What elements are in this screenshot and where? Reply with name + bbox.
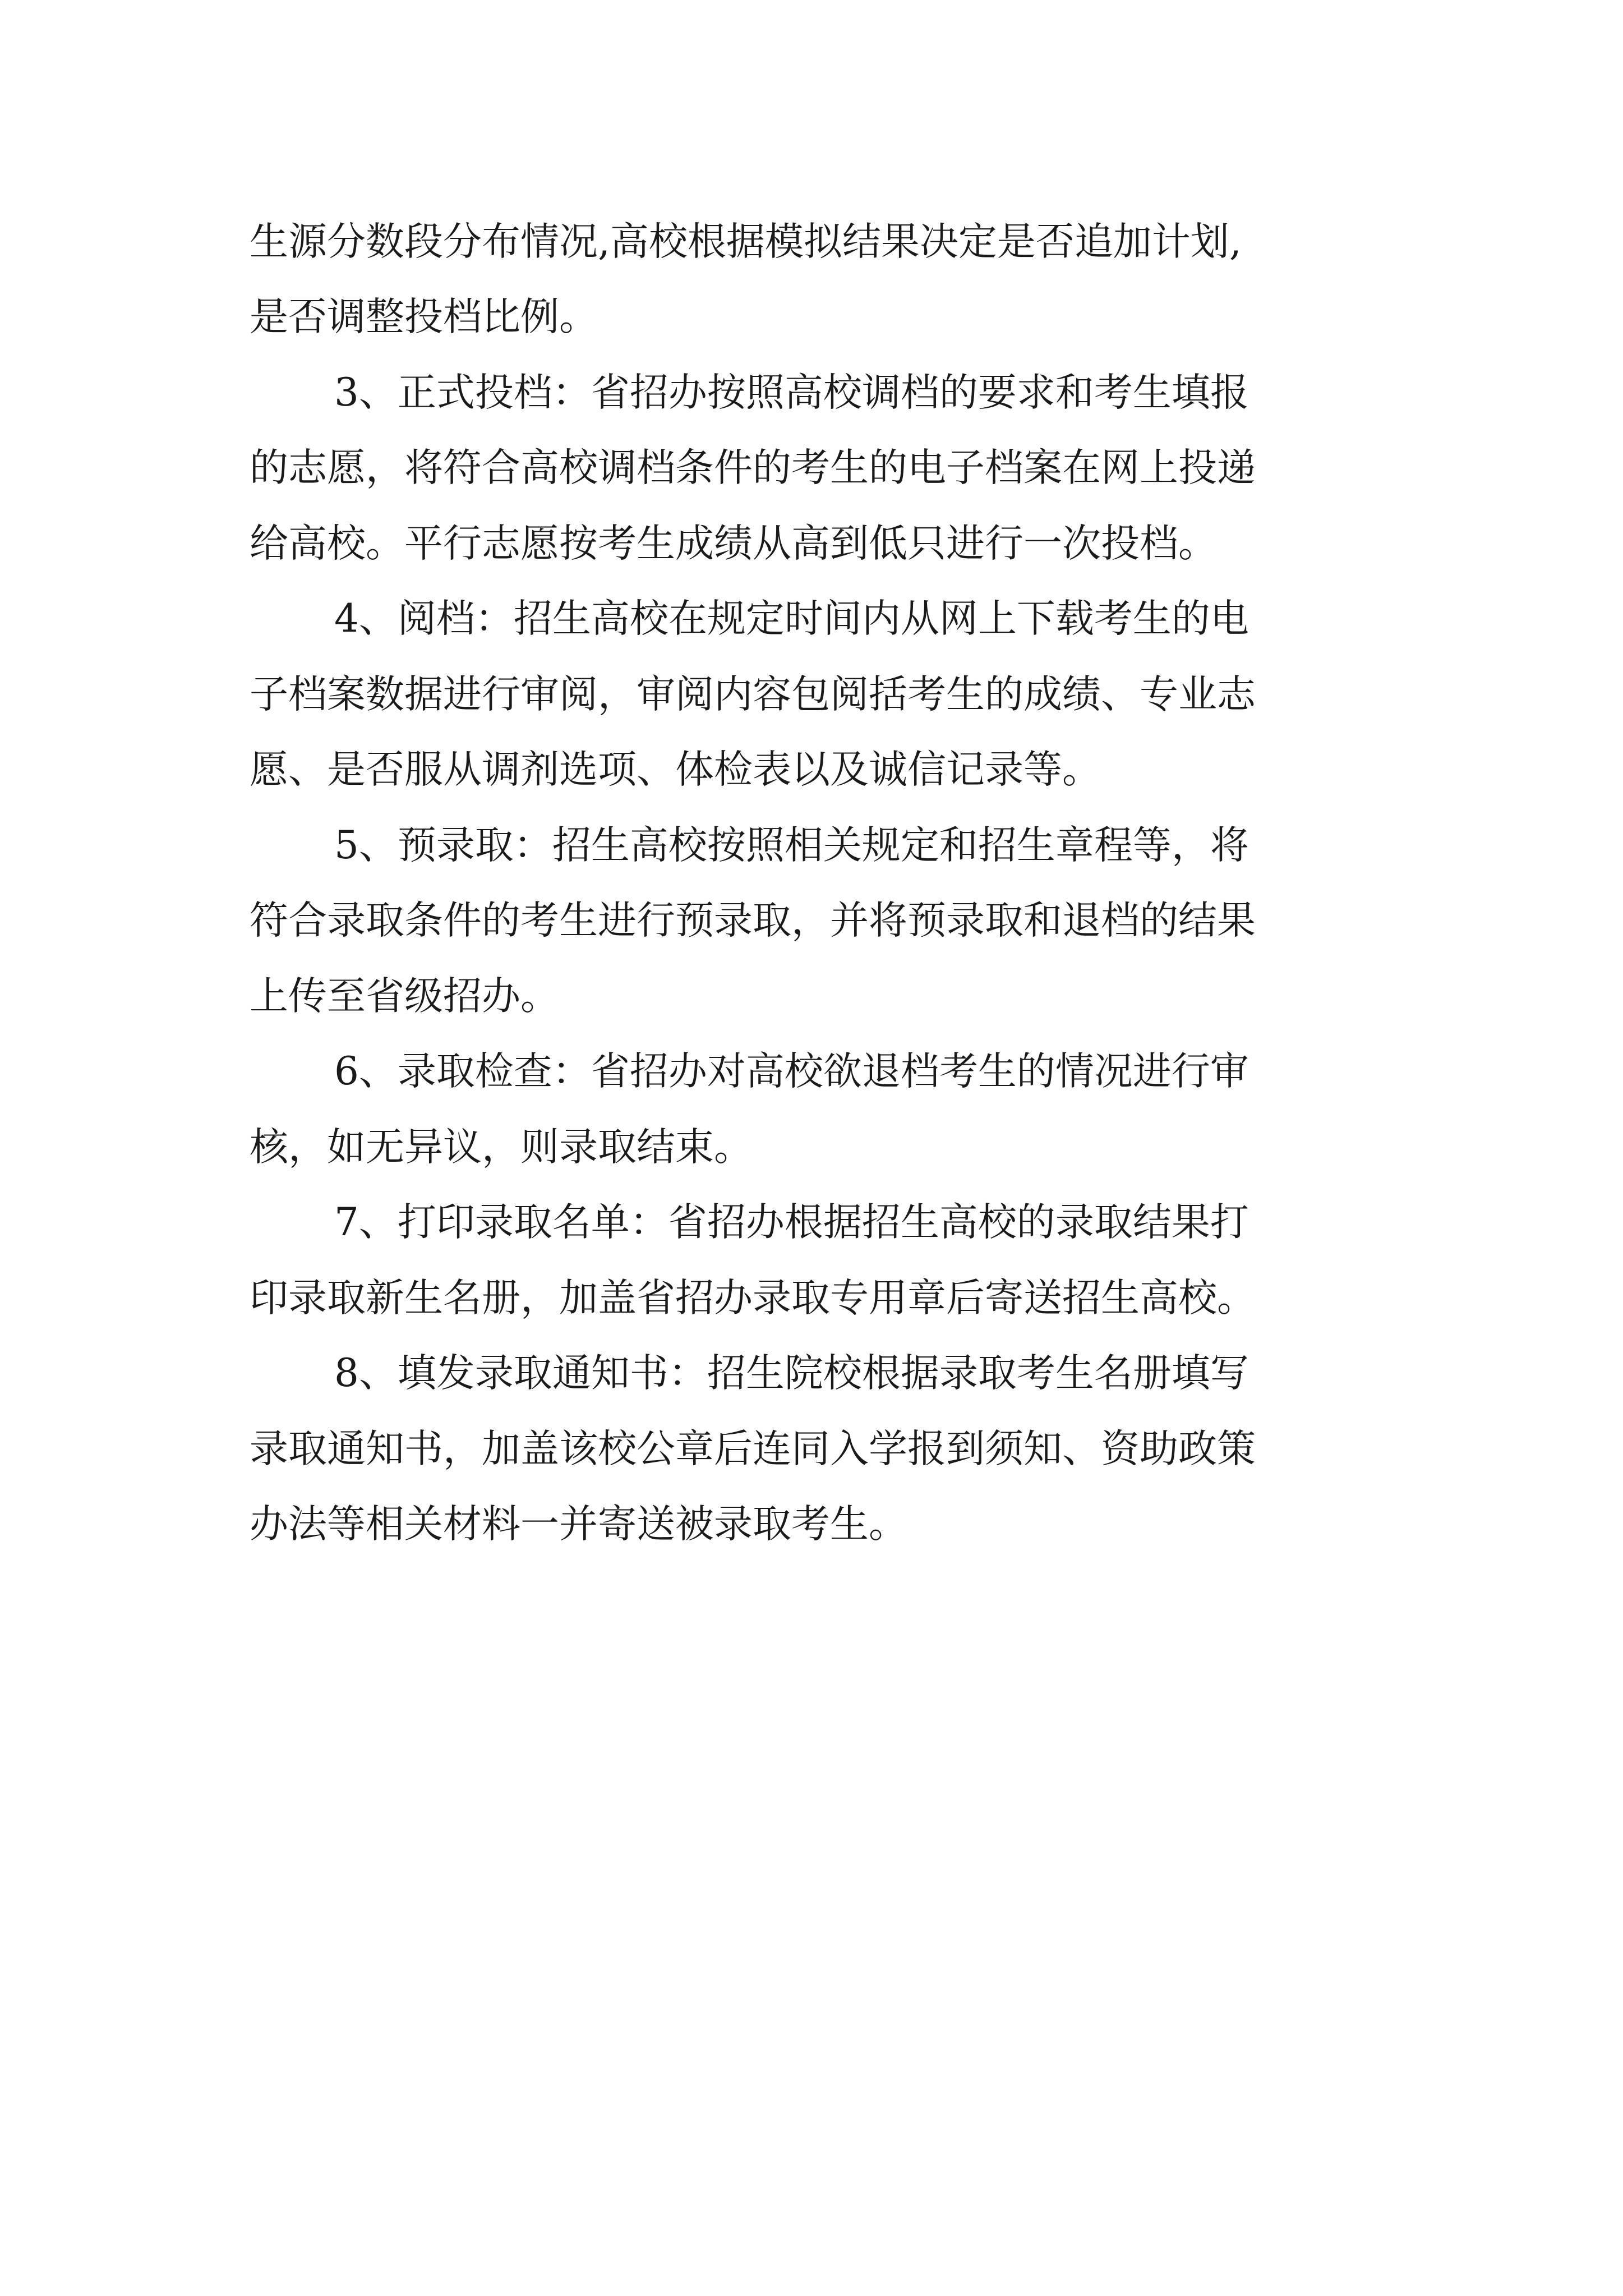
paragraph-continuation-line-1: 生源分数段分布情况,高校根据模拟结果决定是否追加计划, [250,219,1242,264]
step-4-line-1: 4、阅档：招生高校在规定时间内从网上下载考生的电 [334,596,1249,641]
step-5-line-3: 上传至省级招办。 [250,974,559,1019]
paragraph-continuation-line-2: 是否调整投档比例。 [250,295,598,339]
step-5-line-1: 5、预录取：招生高校按照相关规定和招生章程等，将 [334,823,1249,868]
step-3-line-1: 3、正式投档：省招办按照高校调档的要求和考生填报 [334,370,1249,415]
step-4-line-2: 子档案数据进行审阅，审阅内容包阅括考生的成绩、专业志 [250,672,1256,717]
step-3-line-3: 给高校。平行志愿按考生成绩从高到低只进行一次投档。 [250,521,1217,566]
step-6-line-1: 6、录取检查：省招办对高校欲退档考生的情况进行审 [334,1049,1249,1094]
step-7-line-2: 印录取新生名册，加盖省招办录取专用章后寄送招生高校。 [250,1276,1256,1320]
step-3-line-2: 的志愿，将符合高校调档条件的考生的电子档案在网上投递 [250,445,1256,490]
step-8-line-2: 录取通知书，加盖该校公章后连同入学报到须知、资助政策 [250,1427,1256,1471]
step-8-line-3: 办法等相关材料一并寄送被录取考生。 [250,1502,907,1547]
step-7-line-1: 7、打印录取名单：省招办根据招生高校的录取结果打 [334,1200,1249,1245]
step-4-line-3: 愿、是否服从调剂选项、体检表以及诚信记录等。 [250,747,1101,792]
step-5-line-2: 符合录取条件的考生进行预录取，并将预录取和退档的结果 [250,898,1256,943]
step-6-line-2: 核，如无异议，则录取结束。 [250,1125,753,1170]
step-8-line-1: 8、填发录取通知书：招生院校根据录取考生名册填写 [334,1351,1249,1396]
